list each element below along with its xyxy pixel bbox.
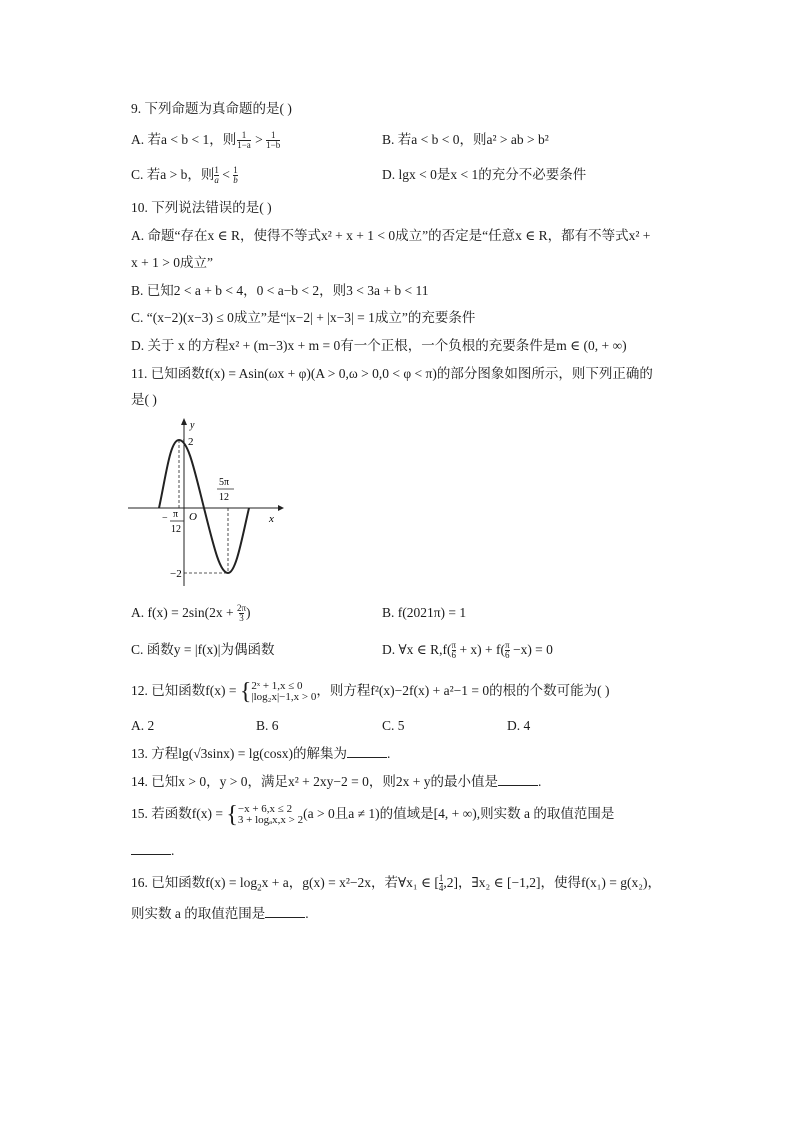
q16-answer-blank[interactable] <box>265 905 305 918</box>
q15-case1: −x + 6,x ≤ 2 <box>237 802 293 815</box>
q11-option-d-text: D. ∀x ∈ R,f( <box>382 642 452 657</box>
q10-option-c[interactable]: C. “(x−2)(x−3) ≤ 0成立”是“|x−2| + |x−3| = 1成立”的充要条件 <box>131 310 476 325</box>
q14-stem-text: 14. 已知x > 0，y > 0，满足x² + 2xy−2 = 0，则2x + y的最小值是 <box>131 774 498 789</box>
q11-d-frac2-den: 6 <box>505 650 510 661</box>
q9-c-frac1-den: a <box>214 175 219 186</box>
q16-line2-text: 则实数 a 的取值范围是 <box>131 906 266 921</box>
sine-curve <box>159 440 249 573</box>
origin-label: O <box>189 511 197 523</box>
q16-end: . <box>305 906 309 921</box>
q11-option-b[interactable]: B. f(2021π) = 1 <box>382 605 467 620</box>
q11-sine-graph <box>128 418 284 588</box>
q12-stem-text: 12. 已知函数f(x) = <box>131 683 240 698</box>
q16-stem-b: x + a，g(x) = x²−2x，若∀x₁ ∈ [ <box>261 875 439 890</box>
q10-option-a-line2[interactable]: x + 1 > 0成立” <box>131 255 213 270</box>
q11-a-frac <box>237 604 246 623</box>
q9-c-lt: < <box>218 167 234 182</box>
q14-answer-blank[interactable] <box>498 773 538 786</box>
q12-stem <box>131 680 609 703</box>
q11-d-frac1-num: π <box>451 640 457 651</box>
q16-line2 <box>131 905 309 923</box>
q9-option-d[interactable]: D. lgx < 0是x < 1的充分不必要条件 <box>382 167 587 182</box>
q16-frac-den: 4 <box>438 883 444 894</box>
q11-d-mid: + x) + f( <box>456 642 506 657</box>
q11-option-a[interactable] <box>131 604 251 623</box>
left-tick-num: π <box>173 509 179 520</box>
q10-stem: 10. 下列说法错误的是( ) <box>131 200 272 215</box>
q9-a-frac2-num: 1 <box>270 130 276 141</box>
q13-stem-text: 13. 方程lg(√3sinx) = lg(cosx)的解集为 <box>131 746 348 761</box>
q15-answer-line <box>131 842 174 860</box>
q15-answer-blank[interactable] <box>131 842 171 855</box>
q10-option-d[interactable]: D. 关于 x 的方程x² + (m−3)x + m = 0有一个正根，一个负根的充要条件是m ∈ (0, + ∞) <box>131 338 627 353</box>
q12-case2: |log₂x|−1,x > 0 <box>251 690 317 703</box>
q12-option-c[interactable]: C. 5 <box>382 718 405 733</box>
q16-stem-text: 16. 已知函数f(x) = log <box>131 875 258 890</box>
q11-option-d[interactable] <box>382 641 553 660</box>
q9-option-c-text: C. 若a > b，则 <box>131 167 215 182</box>
right-tick-den: 12 <box>219 492 229 503</box>
q9-c-frac2-den: b <box>233 175 238 186</box>
q11-option-a-text: A. f(x) = 2sin(2x + <box>131 605 237 620</box>
q11-a-frac-num: 2π <box>236 603 247 614</box>
q12-piecewise <box>251 681 316 703</box>
q11-a-close: ) <box>246 605 251 620</box>
q9-option-a-text: A. 若a < b < 1，则 <box>131 132 237 147</box>
x-label: x <box>269 513 274 525</box>
q9-a-frac1 <box>237 131 251 150</box>
q11-d-frac1-den: 6 <box>451 650 457 661</box>
left-tick-den: 12 <box>171 524 181 535</box>
q15-end: . <box>171 843 175 858</box>
q15-case2: 3 + logₐx,x > 2 <box>237 813 304 826</box>
q9-c-frac2-num: 1 <box>233 165 238 176</box>
q13-stem <box>131 745 390 763</box>
q15-piecewise <box>238 804 303 826</box>
q11-option-c[interactable]: C. 函数y = |f(x)|为偶函数 <box>131 642 275 657</box>
q9-option-c[interactable] <box>131 166 238 185</box>
left-tick-sign: − <box>162 513 168 524</box>
q9-c-frac1-num: 1 <box>214 165 219 176</box>
q9-option-a[interactable]: A. 若a < b < 1，则 $\frac{1}{1-a}$ > $\frac{1}{1-b}$ <box>131 130 281 151</box>
q16-log-base: 2 <box>257 882 262 893</box>
q12-tail: ，则方程f²(x)−2f(x) + a²−1 = 0的根的个数可能为( ) <box>316 683 610 698</box>
q13-end: . <box>387 746 391 761</box>
q12-case1: 2ˣ + 1,x ≤ 0 <box>251 679 303 692</box>
q9-stem: 9. 下列命题为真命题的是( ) <box>131 101 292 116</box>
q15-stem-text: 15. 若函数f(x) = <box>131 806 227 821</box>
y-label: y <box>190 420 195 431</box>
q9-a-frac2-den: 1−b <box>266 140 281 151</box>
q9-a-frac2 <box>266 131 280 150</box>
q11-stem-line2: 是( ) <box>131 392 157 407</box>
q11-d-frac2-num: π <box>505 640 510 651</box>
q11-stem-line1: 11. 已知函数f(x) = Asin(ωx + φ)(A > 0,ω > 0,0 < φ < π)的部分图象如图所示，则下列正确的 <box>131 366 653 381</box>
trough-label: −2 <box>170 568 182 580</box>
q11-a-frac-den: 3 <box>239 613 244 624</box>
q14-end: . <box>537 774 542 789</box>
q9-c-frac2 <box>233 166 238 185</box>
q12-option-d[interactable]: D. 4 <box>507 718 531 733</box>
q16-stem-c: ,2]，∃x₂ ∈ [−1,2]，使得f(x₁) = g(x₂)， <box>443 875 661 890</box>
right-tick-num: 5π <box>219 477 230 488</box>
q10-option-b[interactable]: B. 已知2 < a + b < 4，0 < a−b < 2，则3 < 3a + b < 11 <box>131 283 429 298</box>
peak-label: 2 <box>188 436 194 448</box>
q12-option-a[interactable]: A. 2 <box>131 718 155 733</box>
q9-a-frac1-den: 1−a <box>237 140 251 151</box>
q15-brace: { <box>226 801 238 828</box>
q10-option-a-line1[interactable]: A. 命题“存在x ∈ R，使得不等式x² + x + 1 < 0成立”的否定是“任意x ∈ R，都有不等式x² + <box>131 228 651 243</box>
q12-brace: { <box>239 678 252 705</box>
q15-tail: (a > 0且a ≠ 1)的值域是[4, + ∞),则实数 a 的取值范围是 <box>303 806 615 821</box>
q11-d-end: −x) = 0 <box>509 642 553 657</box>
q13-answer-blank[interactable] <box>347 745 387 758</box>
q12-option-b[interactable]: B. 6 <box>256 718 279 733</box>
q9-a-frac1-num: 1 <box>241 130 247 141</box>
q9-option-b[interactable]: B. 若a < b < 0，则a² > ab > b² <box>382 132 549 147</box>
q14-stem <box>131 773 541 791</box>
q16-frac-num: 1 <box>438 873 444 884</box>
x-axis-arrow-icon <box>278 505 284 511</box>
y-axis-arrow-icon <box>181 418 187 425</box>
q15-stem <box>131 803 614 826</box>
q16-stem <box>131 872 661 899</box>
